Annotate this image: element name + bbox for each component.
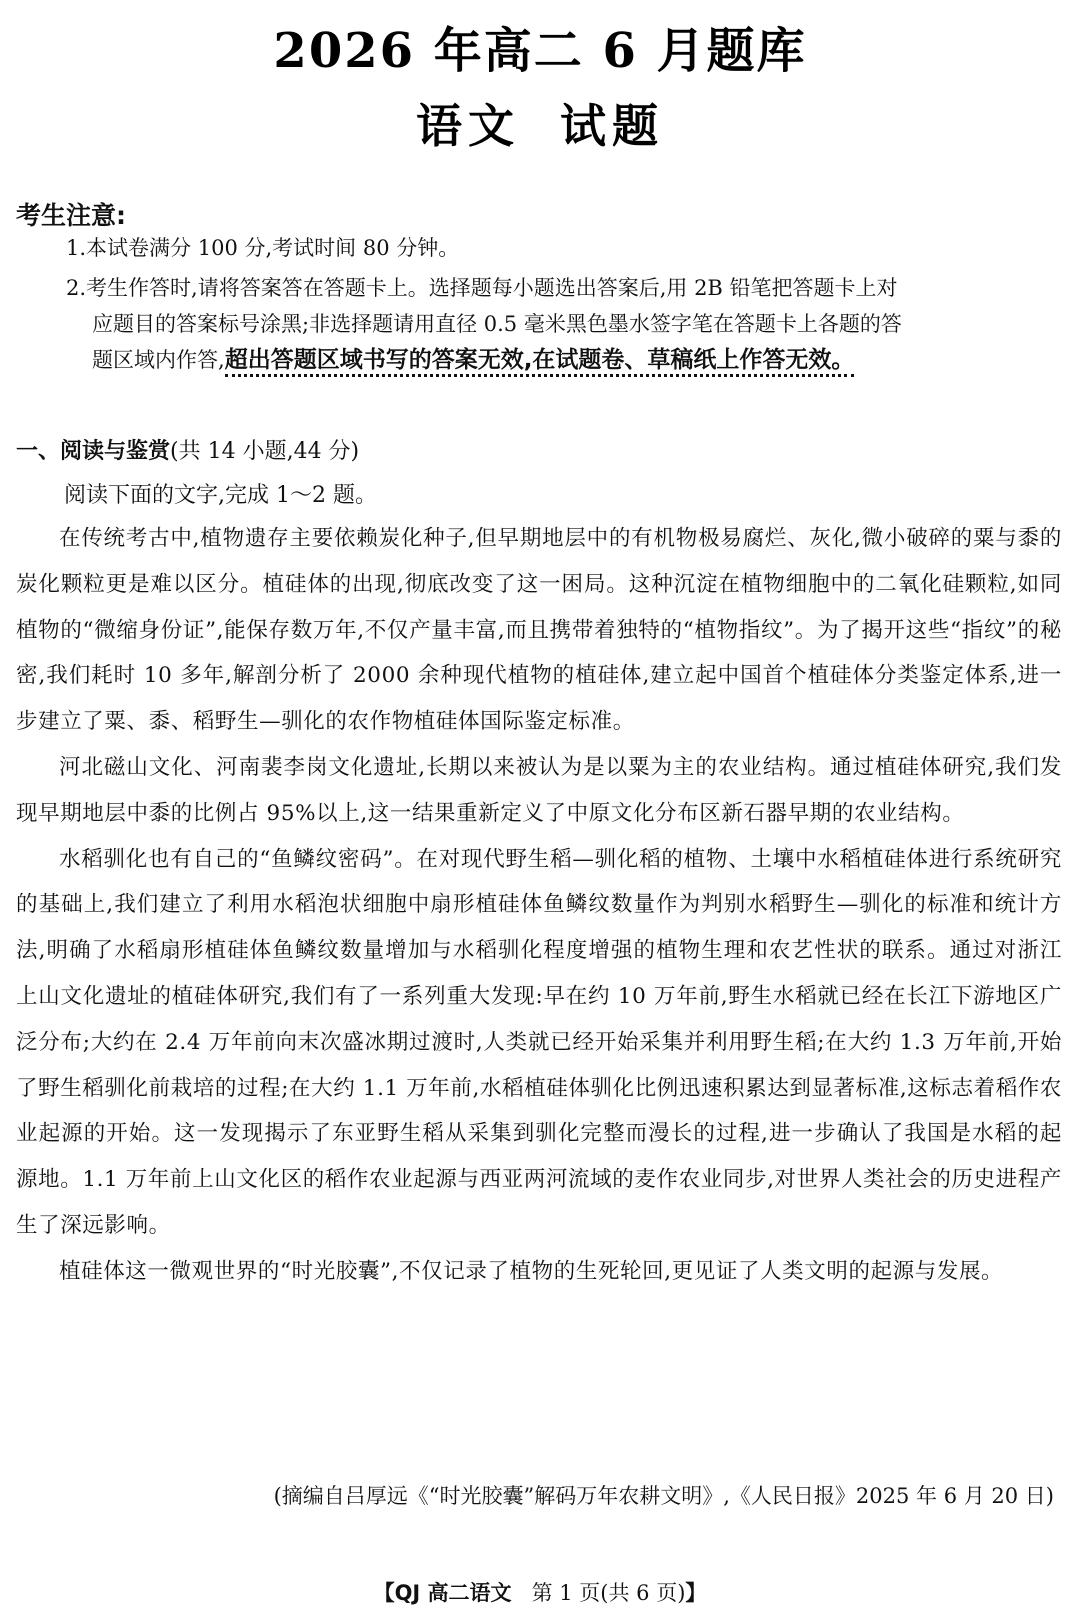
footer-label: QJ 高二语文	[394, 1581, 512, 1605]
footer-bracket-right: 】	[685, 1581, 707, 1605]
page-subtitle: 语文 试题	[415, 99, 664, 153]
section-meta: (共 14 小题,44 分)	[170, 439, 360, 464]
notice-item-text-line1: 考生作答时,请将答案答在答题卡上。选择题每小题选出答案后,用 2B 铅笔把答题卡上对	[86, 276, 898, 300]
footer-page-info: 第 1 页(共 6 页)	[531, 1581, 686, 1605]
notice-item-2	[66, 270, 1064, 378]
notice-item-text-line3-plain: 题区域内作答,	[92, 348, 225, 372]
reading-passage	[16, 516, 1062, 1295]
footer-bracket-left: 【	[373, 1581, 395, 1605]
passage-paragraph-1: 在传统考古中,植物遗存主要依赖炭化种子,但早期地层中的有机物极易腐烂、灰化,微小破碎的粟与黍的炭化颗粒更是难以区分。植硅体的出现,彻底改变了这一困局。这种沉淀在植物细胞中的二氧化硅颗粒,如同植物的“微缩身份证”,能保存数万年,不仅产量丰富,而且携带着独特的“植物指纹”。为了揭开这些“指纹”的秘密,我们耗时 10 多年,解剖分析了 2000 余种现代植物的植硅体,建立起中国首个植硅体分类鉴定体系,进一步建立了粟、黍、稻野生—驯化的农作物植硅体国际鉴定标准。	[16, 526, 1062, 735]
notice-heading: 考生注意:	[16, 201, 126, 230]
passage-paragraph-4: 植硅体这一微观世界的“时光胶囊”,不仅记录了植物的生死轮回,更见证了人类文明的起源与发展。	[59, 1258, 1004, 1284]
notice-item-number: 1.	[66, 236, 87, 260]
passage-paragraph-2: 河北磁山文化、河南裴李岗文化遗址,长期以来被认为是以粟为主的农业结构。通过植硅体研究,我们发现早期地层中黍的比例占 95%以上,这一结果重新定义了中原文化分布区新石器早期的农业结构。	[16, 754, 1062, 826]
page-footer	[0, 1577, 1080, 1607]
section-title: 一、阅读与鉴赏	[16, 439, 171, 464]
page-title: 2026 年高二 6 月题库	[273, 23, 807, 79]
section-heading	[16, 434, 359, 465]
reading-instruction: 阅读下面的文字,完成 1～2 题。	[64, 483, 377, 508]
notice-item-text-line2: 应题目的答案标号涂黑;非选择题请用直径 0.5 毫米黑色墨水签字笔在答题卡上各题的答	[92, 312, 902, 336]
notice-item-1	[66, 230, 1064, 266]
passage-source: (摘编自吕厚远《“时光胶囊”解码万年农耕文明》,《人民日报》2025 年 6 月 20 日)	[273, 1484, 1054, 1508]
notice-emphasis: 超出答题区域书写的答案无效,在试题卷、草稿纸上作答无效。	[225, 347, 855, 377]
passage-paragraph-3: 水稻驯化也有自己的“鱼鳞纹密码”。在对现代野生稻—驯化稻的植物、土壤中水稻植硅体进行系统研究的基础上,我们建立了利用水稻泡状细胞中扇形植硅体鱼鳞纹数量作为判别水稻野生—驯化的标准和统计方法,明确了水稻扇形植硅体鱼鳞纹数量增加与水稻驯化程度增强的植物生理和农艺性状的联系。通过对浙江上山文化遗址的植硅体研究,我们有了一系列重大发现:早在约 10 万年前,野生水稻就已经在长江下游地区广泛分布;大约在 2.4 万年前向末次盛冰期过渡时,人类就已经开始采集并利用野生稻;在大约 1.3 万年前,开始了野生稻驯化前栽培的过程;在大约 1.1 万年前,水稻植硅体驯化比例迅速积累达到显著标准,这标志着稻作农业起源的开始。这一发现揭示了东亚野生稻从采集到驯化完整而漫长的过程,进一步确认了我国是水稻的起源地。1.1 万年前上山文化区的稻作农业起源与西亚两河流域的麦作农业同步,对世界人类社会的历史进程产生了深远影响。	[16, 846, 1062, 1238]
notice-item-number: 2.	[66, 276, 87, 300]
notice-item-text-line3	[66, 342, 1064, 378]
notice-item-text: 本试卷满分 100 分,考试时间 80 分钟。	[86, 236, 460, 260]
